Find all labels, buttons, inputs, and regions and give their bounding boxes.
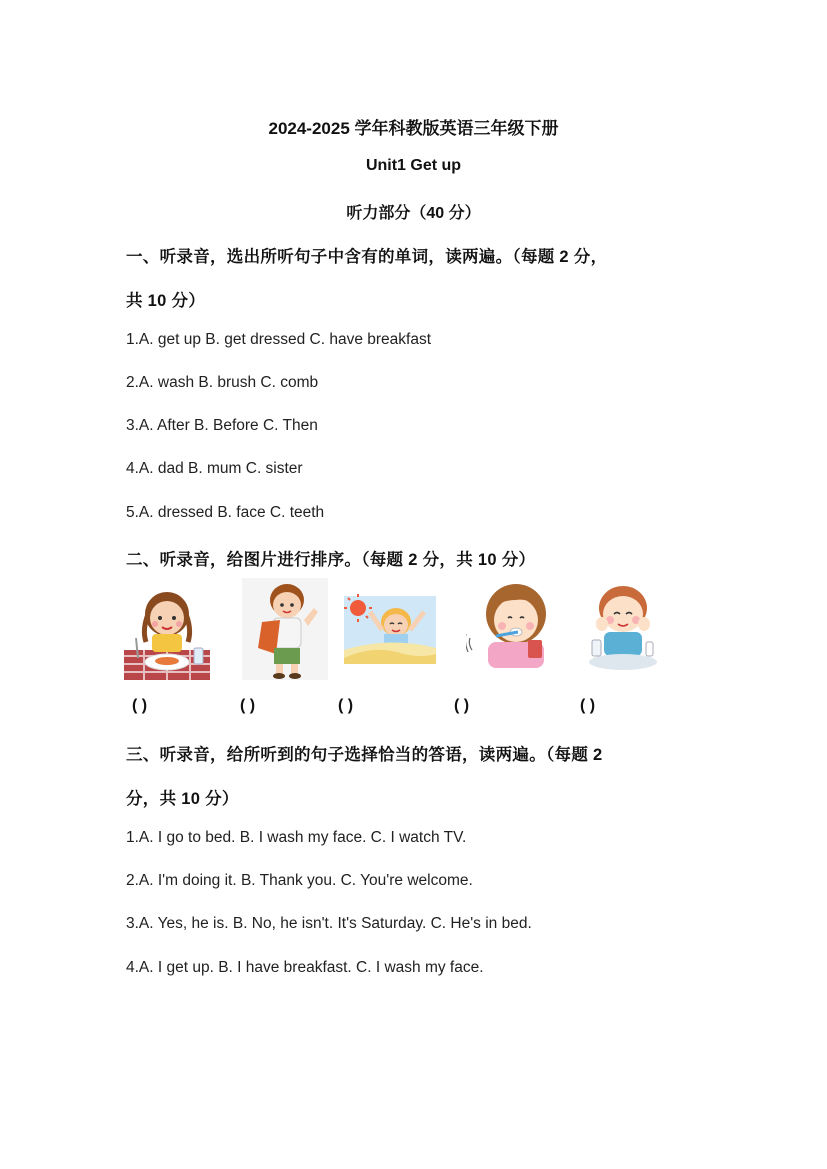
section3-item-3: 3.A. Yes, he is. B. No, he isn't. It's Saturday. C. He's in bed. [126, 915, 532, 932]
section1-item-2: 2.A. wash B. brush C. comb [126, 374, 319, 391]
part-title: 听力部分（40 分） [346, 205, 481, 222]
section1-heading-line1: 一、听录音，选出所听句子中含有的单词，读两遍。（每题 2 分， [126, 248, 608, 266]
section1-heading-line2: 共 10 分） [126, 292, 206, 310]
unit-title: Unit1 Get up [365, 157, 462, 174]
answer-blank-2[interactable]: ( ) [240, 697, 256, 714]
answer-blank-4[interactable]: ( ) [454, 697, 470, 714]
section3-item-4: 4.A. I get up. B. I have breakfast. C. I wash my face. [126, 959, 484, 976]
answer-blank-3[interactable]: ( ) [338, 697, 354, 714]
section1-item-4: 4.A. dad B. mum C. sister [126, 460, 303, 477]
section1-item-3: 3.A. After B. Before C. Then [126, 417, 318, 434]
section3-item-2: 2.A. I'm doing it. B. Thank you. C. You're welcome. [126, 872, 473, 889]
section3-heading-line2: 分，共 10 分） [126, 790, 239, 808]
boy-washing-face-picture [586, 578, 660, 680]
section3-heading-line1: 三、听录音，给所听到的句子选择恰当的答语，读两遍。（每题 2 [126, 746, 603, 764]
girl-eating-breakfast-picture [124, 578, 210, 680]
section1-item-5: 5.A. dressed B. face C. teeth [126, 504, 325, 521]
girl-brushing-teeth-picture [466, 578, 562, 680]
section2-heading: 二、听录音，给图片进行排序。（每题 2 分，共 10 分） [126, 551, 536, 569]
child-waking-up-picture [344, 578, 436, 680]
boy-getting-dressed-picture [242, 578, 328, 680]
answer-blank-5[interactable]: ( ) [580, 697, 596, 714]
section1-item-1: 1.A. get up B. get dressed C. have breakfast [126, 331, 432, 348]
section3-item-1: 1.A. I go to bed. B. I wash my face. C. I watch TV. [126, 829, 467, 846]
document-title: 2024-2025 学年科教版英语三年级下册 [268, 119, 559, 138]
answer-blank-1[interactable]: ( ) [132, 697, 148, 714]
